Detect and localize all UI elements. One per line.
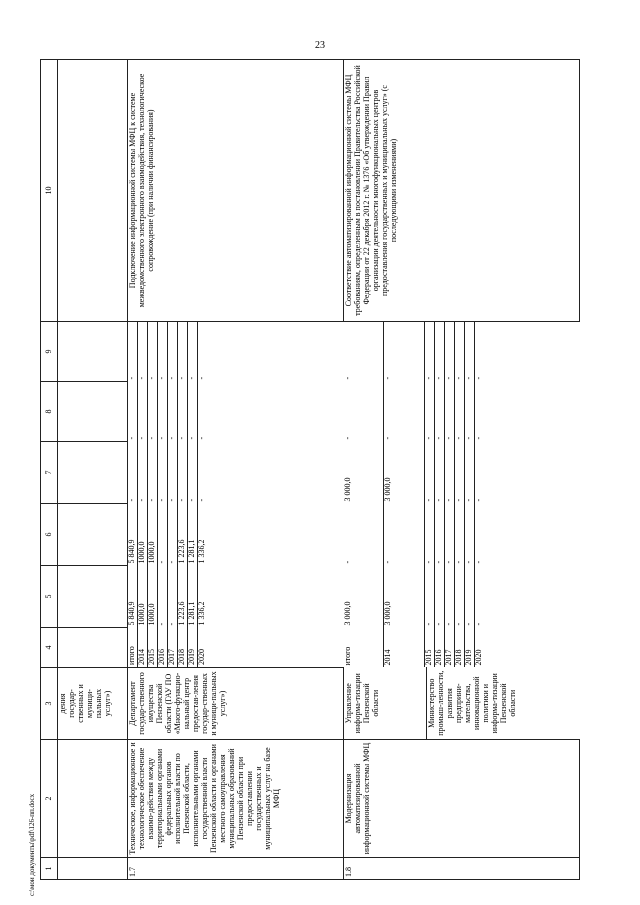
col7-values: - - - - - - - - [128, 442, 344, 504]
years-cell: итого 2014 2015 2016 2017 2018 2019 2020 [344, 628, 580, 668]
executor-cell [344, 668, 580, 740]
continuation-row [58, 60, 128, 880]
col8-values: - - - - - - - - [128, 382, 344, 442]
col7-values: 3 000,0 3 000,0 - - - - - - [344, 442, 580, 504]
col-num-7: 7 [41, 442, 58, 504]
col-num-3: 3 [41, 668, 58, 740]
col-num-5: 5 [41, 566, 58, 628]
expected-result: Соответствие автоматизированной информационной системы МФЦ требованиям, определенным в постановлении Правительства Российской Федерации от 22 декабря 2012 г. № 1376 «Об утверждении Правил организации деятельности многофункциональных центров предоставления государственных и муниципальных услуг» (с последующими изменениями) [344, 60, 580, 322]
col8-values: - - - - - - - - [344, 382, 580, 442]
executor: Департамент государ-ственного имущества Пензенской области (ГАУ ПО «Много-функцио-нальный центр предостав-ления государ-ственных и муници-пальных услуг») [128, 668, 344, 740]
col5-values: 5 840,9 1000,0 1000,0 - - 1 223,6 1 281,1 1 336,2 [128, 566, 344, 628]
years-list: итого 2014 2015 2016 2017 2018 2019 2020 [128, 628, 207, 668]
program-table [40, 59, 580, 880]
executor-b: Министерство промыш-ленности, развития предприни-мательства, инновационной политики и информа-тизации Пензенской области [427, 670, 517, 736]
col6-values: - - - - - - - - [344, 504, 580, 566]
row-number: 1.8 [344, 858, 580, 880]
program-table-rotated [40, 60, 580, 880]
col-num-2: 2 [41, 740, 58, 858]
column-number-row [41, 60, 58, 880]
activity-name: Модернизация автоматизированной информационной системы МФЦ [344, 740, 580, 858]
col-num-1: 1 [41, 858, 58, 880]
col6-values: 5 840,9 1000,0 1000,0 - - 1 223,6 1 281,1 1 336,2 [128, 504, 344, 566]
footer-file-path: c:\мои документы\pdf\126-пп.docx [28, 793, 36, 896]
activity-name: Техническое, информационное и технологическое обеспечение взаимо-действия между территориальными органами федеральных органов исполнительной власти по Пензенской области, исполнительными органами государственной власти Пензенской области и органами местного самоуправления муниципальных образований Пензенской области при предоставлении государственных и муниципальных услуг на базе МФЦ [128, 740, 344, 858]
col-num-4: 4 [41, 628, 58, 668]
col5-values: 3 000,0 3 000,0 - - - - - - [344, 566, 580, 628]
row-number: 1.7 [128, 858, 344, 880]
col-num-8: 8 [41, 382, 58, 442]
table-row-1-8 [344, 60, 580, 880]
executor-a: Управление информа-тизации Пензенской области [344, 668, 427, 740]
page-number: 23 [315, 40, 325, 51]
col-num-9: 9 [41, 322, 58, 382]
years-cell [128, 628, 344, 668]
col9-values: - - - - - - - - [344, 322, 580, 382]
expected-result: Подключение информационной системы МФЦ к системе межведомственного электронного взаимодействия, технологическое сопровождение (при наличии финансирования) [128, 60, 344, 322]
executor-continuation: дения государ- ственных и муници- пальных услуг») [58, 668, 128, 740]
table-row-1-7 [128, 60, 344, 880]
col9-values: - - - - - - - - [128, 322, 344, 382]
col-num-10: 10 [41, 60, 58, 322]
col-num-6: 6 [41, 504, 58, 566]
